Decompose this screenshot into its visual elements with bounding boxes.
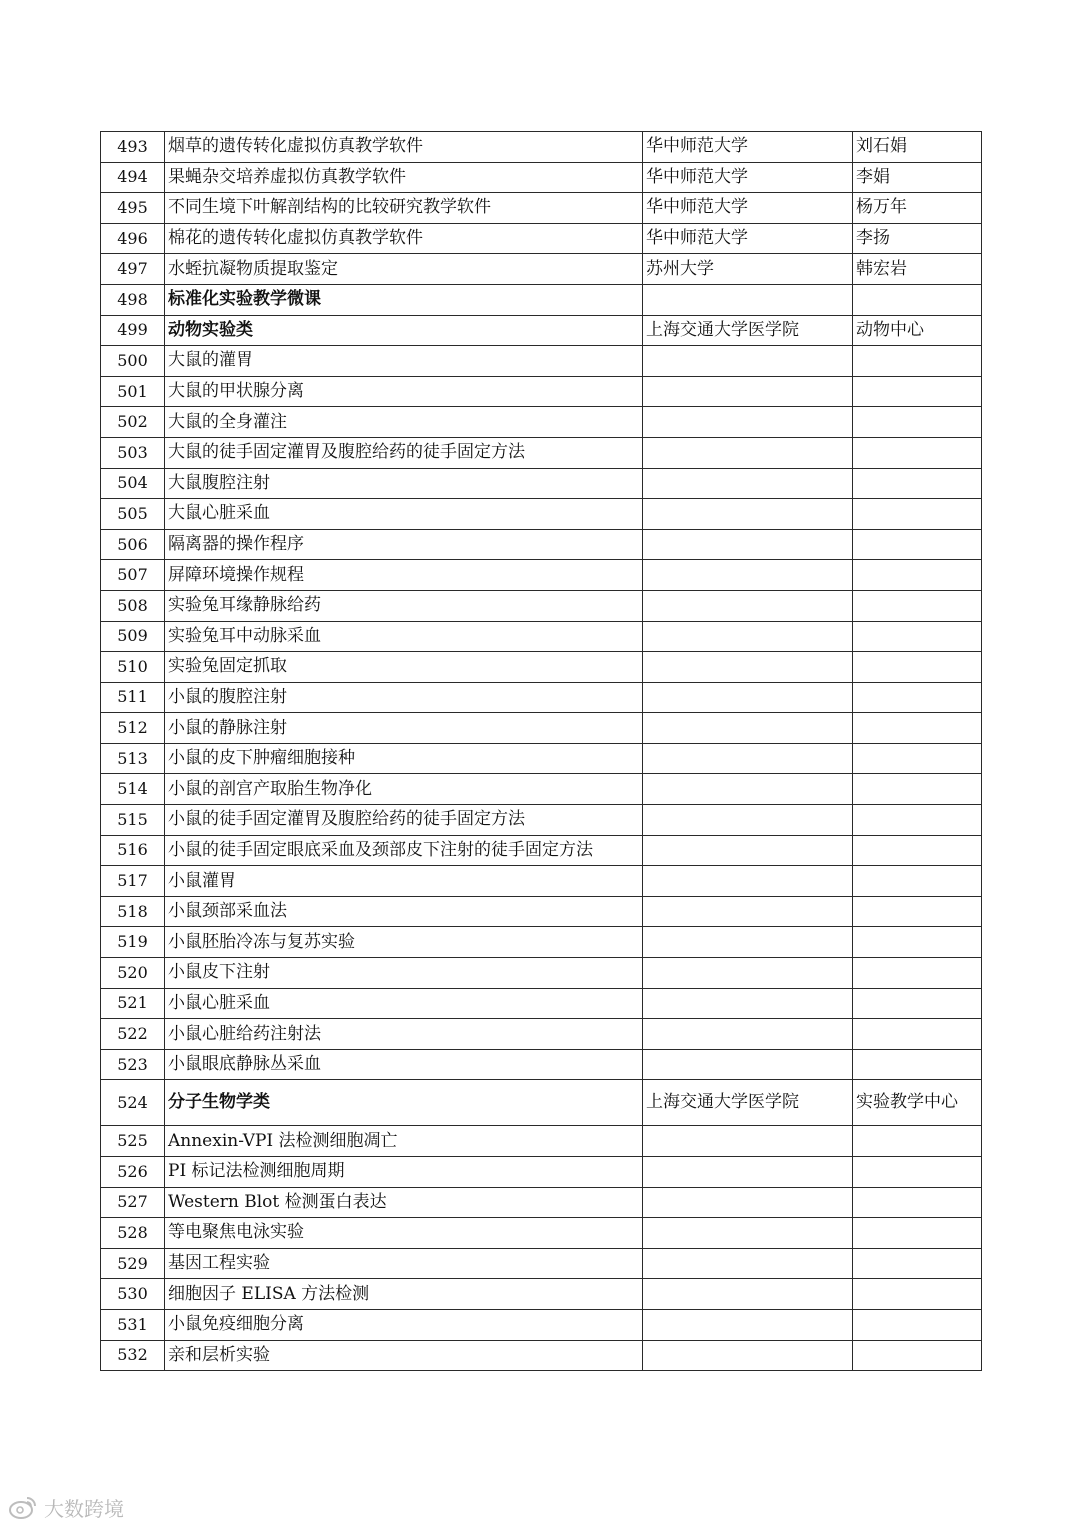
row-organization xyxy=(643,468,853,499)
row-number: 501 xyxy=(101,376,165,407)
watermark xyxy=(8,1492,124,1522)
row-title: 等电聚焦电泳实验 xyxy=(165,1218,643,1249)
row-organization xyxy=(643,437,853,468)
row-title: 小鼠的静脉注射 xyxy=(165,713,643,744)
table-body xyxy=(101,132,982,1371)
row-title: 小鼠灌胃 xyxy=(165,866,643,897)
table-row xyxy=(101,988,982,1019)
row-contact: 实验教学中心 xyxy=(853,1080,982,1126)
row-organization: 华中师范大学 xyxy=(643,223,853,254)
table-row xyxy=(101,560,982,591)
row-contact xyxy=(853,927,982,958)
row-contact xyxy=(853,774,982,805)
row-contact: 刘石娟 xyxy=(853,132,982,163)
row-title: 小鼠眼底静脉丛采血 xyxy=(165,1049,643,1080)
table-row xyxy=(101,958,982,989)
row-contact xyxy=(853,805,982,836)
watermark-text: 大数跨境 xyxy=(44,1496,124,1521)
row-number: 528 xyxy=(101,1218,165,1249)
row-organization xyxy=(643,560,853,591)
row-number: 530 xyxy=(101,1279,165,1310)
row-number: 507 xyxy=(101,560,165,591)
row-title: 小鼠的剖宫产取胎生物净化 xyxy=(165,774,643,805)
table-row xyxy=(101,468,982,499)
row-title: 小鼠的皮下肿瘤细胞接种 xyxy=(165,743,643,774)
table-row xyxy=(101,805,982,836)
row-number: 522 xyxy=(101,1019,165,1050)
row-organization xyxy=(643,1248,853,1279)
row-contact xyxy=(853,407,982,438)
table-row xyxy=(101,346,982,377)
table-row xyxy=(101,743,982,774)
project-table xyxy=(100,131,982,1371)
row-title: 细胞因子 ELISA 方法检测 xyxy=(165,1279,643,1310)
row-contact: 李扬 xyxy=(853,223,982,254)
row-contact xyxy=(853,713,982,744)
row-title: 屏障环境操作规程 xyxy=(165,560,643,591)
table-row xyxy=(101,376,982,407)
row-contact xyxy=(853,437,982,468)
row-title: 烟草的遗传转化虚拟仿真教学软件 xyxy=(165,132,643,163)
weibo-logo-icon xyxy=(8,1494,38,1520)
table-row xyxy=(101,835,982,866)
row-organization xyxy=(643,407,853,438)
row-organization xyxy=(643,376,853,407)
table-row xyxy=(101,896,982,927)
row-organization xyxy=(643,927,853,958)
row-number: 512 xyxy=(101,713,165,744)
row-contact: 动物中心 xyxy=(853,315,982,346)
row-organization: 上海交通大学医学院 xyxy=(643,315,853,346)
row-number: 527 xyxy=(101,1187,165,1218)
row-number: 531 xyxy=(101,1309,165,1340)
row-title: 实验兔固定抓取 xyxy=(165,652,643,683)
row-title: 动物实验类 xyxy=(165,315,643,346)
row-organization: 华中师范大学 xyxy=(643,132,853,163)
row-number: 494 xyxy=(101,162,165,193)
table-row xyxy=(101,223,982,254)
table-row xyxy=(101,407,982,438)
row-organization xyxy=(643,866,853,897)
row-number: 515 xyxy=(101,805,165,836)
row-contact xyxy=(853,346,982,377)
row-contact xyxy=(853,621,982,652)
row-organization xyxy=(643,529,853,560)
row-organization xyxy=(643,1187,853,1218)
row-organization xyxy=(643,1309,853,1340)
table-row xyxy=(101,590,982,621)
table-row xyxy=(101,774,982,805)
table-row xyxy=(101,254,982,285)
table-row xyxy=(101,1187,982,1218)
row-contact xyxy=(853,896,982,927)
row-number: 508 xyxy=(101,590,165,621)
row-contact xyxy=(853,1218,982,1249)
row-title: 亲和层析实验 xyxy=(165,1340,643,1371)
table-row xyxy=(101,927,982,958)
table-row xyxy=(101,1157,982,1188)
table-row xyxy=(101,1218,982,1249)
table-row xyxy=(101,713,982,744)
table-row xyxy=(101,652,982,683)
row-contact xyxy=(853,1187,982,1218)
row-contact xyxy=(853,835,982,866)
table-row xyxy=(101,162,982,193)
table-row xyxy=(101,1248,982,1279)
row-contact xyxy=(853,1157,982,1188)
row-number: 523 xyxy=(101,1049,165,1080)
row-title: 小鼠免疫细胞分离 xyxy=(165,1309,643,1340)
row-organization: 上海交通大学医学院 xyxy=(643,1080,853,1126)
row-title: 大鼠的甲状腺分离 xyxy=(165,376,643,407)
table-row xyxy=(101,284,982,315)
row-contact xyxy=(853,1019,982,1050)
row-contact xyxy=(853,866,982,897)
row-title: 大鼠心脏采血 xyxy=(165,499,643,530)
row-title: 大鼠的全身灌注 xyxy=(165,407,643,438)
row-organization xyxy=(643,1019,853,1050)
row-number: 500 xyxy=(101,346,165,377)
row-number: 503 xyxy=(101,437,165,468)
row-organization xyxy=(643,1157,853,1188)
row-organization xyxy=(643,713,853,744)
row-organization xyxy=(643,835,853,866)
row-number: 516 xyxy=(101,835,165,866)
row-contact xyxy=(853,1126,982,1157)
row-organization xyxy=(643,1049,853,1080)
row-title: 小鼠心脏采血 xyxy=(165,988,643,1019)
row-title: Annexin-VPI 法检测细胞凋亡 xyxy=(165,1126,643,1157)
row-organization xyxy=(643,1126,853,1157)
row-number: 495 xyxy=(101,193,165,224)
table-row xyxy=(101,499,982,530)
row-organization xyxy=(643,774,853,805)
row-contact xyxy=(853,560,982,591)
row-organization xyxy=(643,1279,853,1310)
row-contact xyxy=(853,1248,982,1279)
row-organization: 华中师范大学 xyxy=(643,162,853,193)
table-row xyxy=(101,866,982,897)
row-title: 标准化实验教学微课 xyxy=(165,284,643,315)
row-title: 大鼠的灌胃 xyxy=(165,346,643,377)
table-row xyxy=(101,621,982,652)
row-number: 517 xyxy=(101,866,165,897)
row-organization xyxy=(643,346,853,377)
table-row xyxy=(101,1279,982,1310)
row-title: 实验兔耳缘静脉给药 xyxy=(165,590,643,621)
table-row xyxy=(101,682,982,713)
row-number: 518 xyxy=(101,896,165,927)
table-row xyxy=(101,529,982,560)
row-number: 496 xyxy=(101,223,165,254)
row-number: 505 xyxy=(101,499,165,530)
row-contact xyxy=(853,590,982,621)
row-title: 实验兔耳中动脉采血 xyxy=(165,621,643,652)
row-title: 小鼠的徒手固定眼底采血及颈部皮下注射的徒手固定方法 xyxy=(165,835,643,866)
row-title: 果蝇杂交培养虚拟仿真教学软件 xyxy=(165,162,643,193)
row-title: 小鼠的腹腔注射 xyxy=(165,682,643,713)
row-contact xyxy=(853,376,982,407)
row-contact xyxy=(853,682,982,713)
row-organization xyxy=(643,1218,853,1249)
row-title: 隔离器的操作程序 xyxy=(165,529,643,560)
row-title: PI 标记法检测细胞周期 xyxy=(165,1157,643,1188)
row-number: 502 xyxy=(101,407,165,438)
row-number: 493 xyxy=(101,132,165,163)
table-row xyxy=(101,1080,982,1126)
row-number: 532 xyxy=(101,1340,165,1371)
row-contact: 韩宏岩 xyxy=(853,254,982,285)
row-contact xyxy=(853,1049,982,1080)
row-organization xyxy=(643,805,853,836)
row-contact: 杨万年 xyxy=(853,193,982,224)
table-row xyxy=(101,437,982,468)
row-contact xyxy=(853,529,982,560)
row-number: 499 xyxy=(101,315,165,346)
row-title: 小鼠皮下注射 xyxy=(165,958,643,989)
row-organization xyxy=(643,682,853,713)
row-organization xyxy=(643,743,853,774)
row-organization xyxy=(643,284,853,315)
table-row xyxy=(101,315,982,346)
row-contact xyxy=(853,1279,982,1310)
row-title: 分子生物学类 xyxy=(165,1080,643,1126)
row-contact xyxy=(853,468,982,499)
row-number: 529 xyxy=(101,1248,165,1279)
row-number: 510 xyxy=(101,652,165,683)
row-contact xyxy=(853,1309,982,1340)
row-number: 526 xyxy=(101,1157,165,1188)
row-number: 521 xyxy=(101,988,165,1019)
row-organization xyxy=(643,621,853,652)
table-row xyxy=(101,132,982,163)
row-organization: 华中师范大学 xyxy=(643,193,853,224)
row-organization xyxy=(643,652,853,683)
row-contact: 李娟 xyxy=(853,162,982,193)
row-title: 大鼠腹腔注射 xyxy=(165,468,643,499)
row-number: 506 xyxy=(101,529,165,560)
row-title: Western Blot 检测蛋白表达 xyxy=(165,1187,643,1218)
table-row xyxy=(101,1126,982,1157)
row-contact xyxy=(853,988,982,1019)
row-title: 小鼠的徒手固定灌胃及腹腔给药的徒手固定方法 xyxy=(165,805,643,836)
row-title: 不同生境下叶解剖结构的比较研究教学软件 xyxy=(165,193,643,224)
row-number: 524 xyxy=(101,1080,165,1126)
row-organization xyxy=(643,590,853,621)
row-number: 509 xyxy=(101,621,165,652)
row-title: 水蛭抗凝物质提取鉴定 xyxy=(165,254,643,285)
row-number: 513 xyxy=(101,743,165,774)
row-title: 基因工程实验 xyxy=(165,1248,643,1279)
table-row xyxy=(101,1340,982,1371)
row-organization: 苏州大学 xyxy=(643,254,853,285)
row-title: 小鼠心脏给药注射法 xyxy=(165,1019,643,1050)
table-row xyxy=(101,1309,982,1340)
row-number: 520 xyxy=(101,958,165,989)
row-number: 514 xyxy=(101,774,165,805)
row-organization xyxy=(643,499,853,530)
row-contact xyxy=(853,499,982,530)
row-contact xyxy=(853,284,982,315)
row-organization xyxy=(643,1340,853,1371)
row-number: 519 xyxy=(101,927,165,958)
row-number: 498 xyxy=(101,284,165,315)
row-title: 大鼠的徒手固定灌胃及腹腔给药的徒手固定方法 xyxy=(165,437,643,468)
row-title: 棉花的遗传转化虚拟仿真教学软件 xyxy=(165,223,643,254)
row-number: 525 xyxy=(101,1126,165,1157)
row-organization xyxy=(643,896,853,927)
row-title: 小鼠胚胎冷冻与复苏实验 xyxy=(165,927,643,958)
row-organization xyxy=(643,988,853,1019)
row-contact xyxy=(853,743,982,774)
row-organization xyxy=(643,958,853,989)
row-contact xyxy=(853,958,982,989)
table-row xyxy=(101,193,982,224)
row-contact xyxy=(853,1340,982,1371)
row-title: 小鼠颈部采血法 xyxy=(165,896,643,927)
table-row xyxy=(101,1019,982,1050)
row-number: 497 xyxy=(101,254,165,285)
row-number: 511 xyxy=(101,682,165,713)
row-contact xyxy=(853,652,982,683)
table-row xyxy=(101,1049,982,1080)
row-number: 504 xyxy=(101,468,165,499)
